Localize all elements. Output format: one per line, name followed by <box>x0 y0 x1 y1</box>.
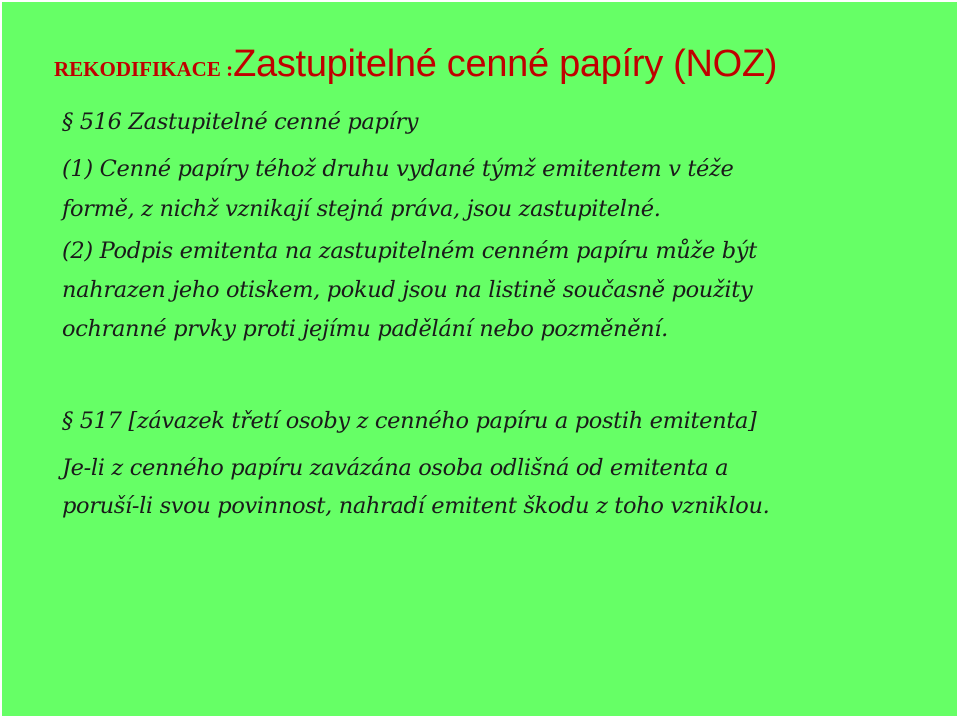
slide-title <box>54 40 934 95</box>
section-516-paragraph-2 <box>62 232 757 349</box>
paragraph-line: formě, z nichž vznikají stejná práva, jsou zastupitelné. <box>62 196 661 222</box>
section-516-paragraph-1 <box>62 149 734 229</box>
section-517-paragraph <box>62 449 769 525</box>
paragraph-line: poruší-li svou povinnost, nahradí emitent škodu z toho vzniklou. <box>62 493 770 519</box>
paragraph-line: nahrazen jeho otiskem, pokud jsou na listině současně použity <box>62 277 753 303</box>
paragraph-line: ochranné prvky proti jejímu padělání nebo pozměnění. <box>62 316 668 342</box>
title-main: Zastupitelné cenné papíry (NOZ) <box>233 43 778 85</box>
section-517-heading <box>62 402 756 441</box>
paragraph-line: (1) Cenné papíry téhož druhu vydané týmž emitentem v téže <box>62 156 734 182</box>
heading-text: § 516 Zastupitelné cenné papíry <box>62 109 419 135</box>
paragraph-line: Je-li z cenného papíru zavázána osoba odlišná od emitenta a <box>62 455 729 481</box>
slide <box>2 2 957 716</box>
section-516-heading <box>62 103 418 142</box>
title-prefix: REKODIFIKACE : <box>54 57 234 81</box>
heading-text: § 517 [závazek třetí osoby z cenného papíru a postih emitenta] <box>62 408 757 434</box>
paragraph-line: (2) Podpis emitenta na zastupitelném cenném papíru může být <box>62 238 757 264</box>
